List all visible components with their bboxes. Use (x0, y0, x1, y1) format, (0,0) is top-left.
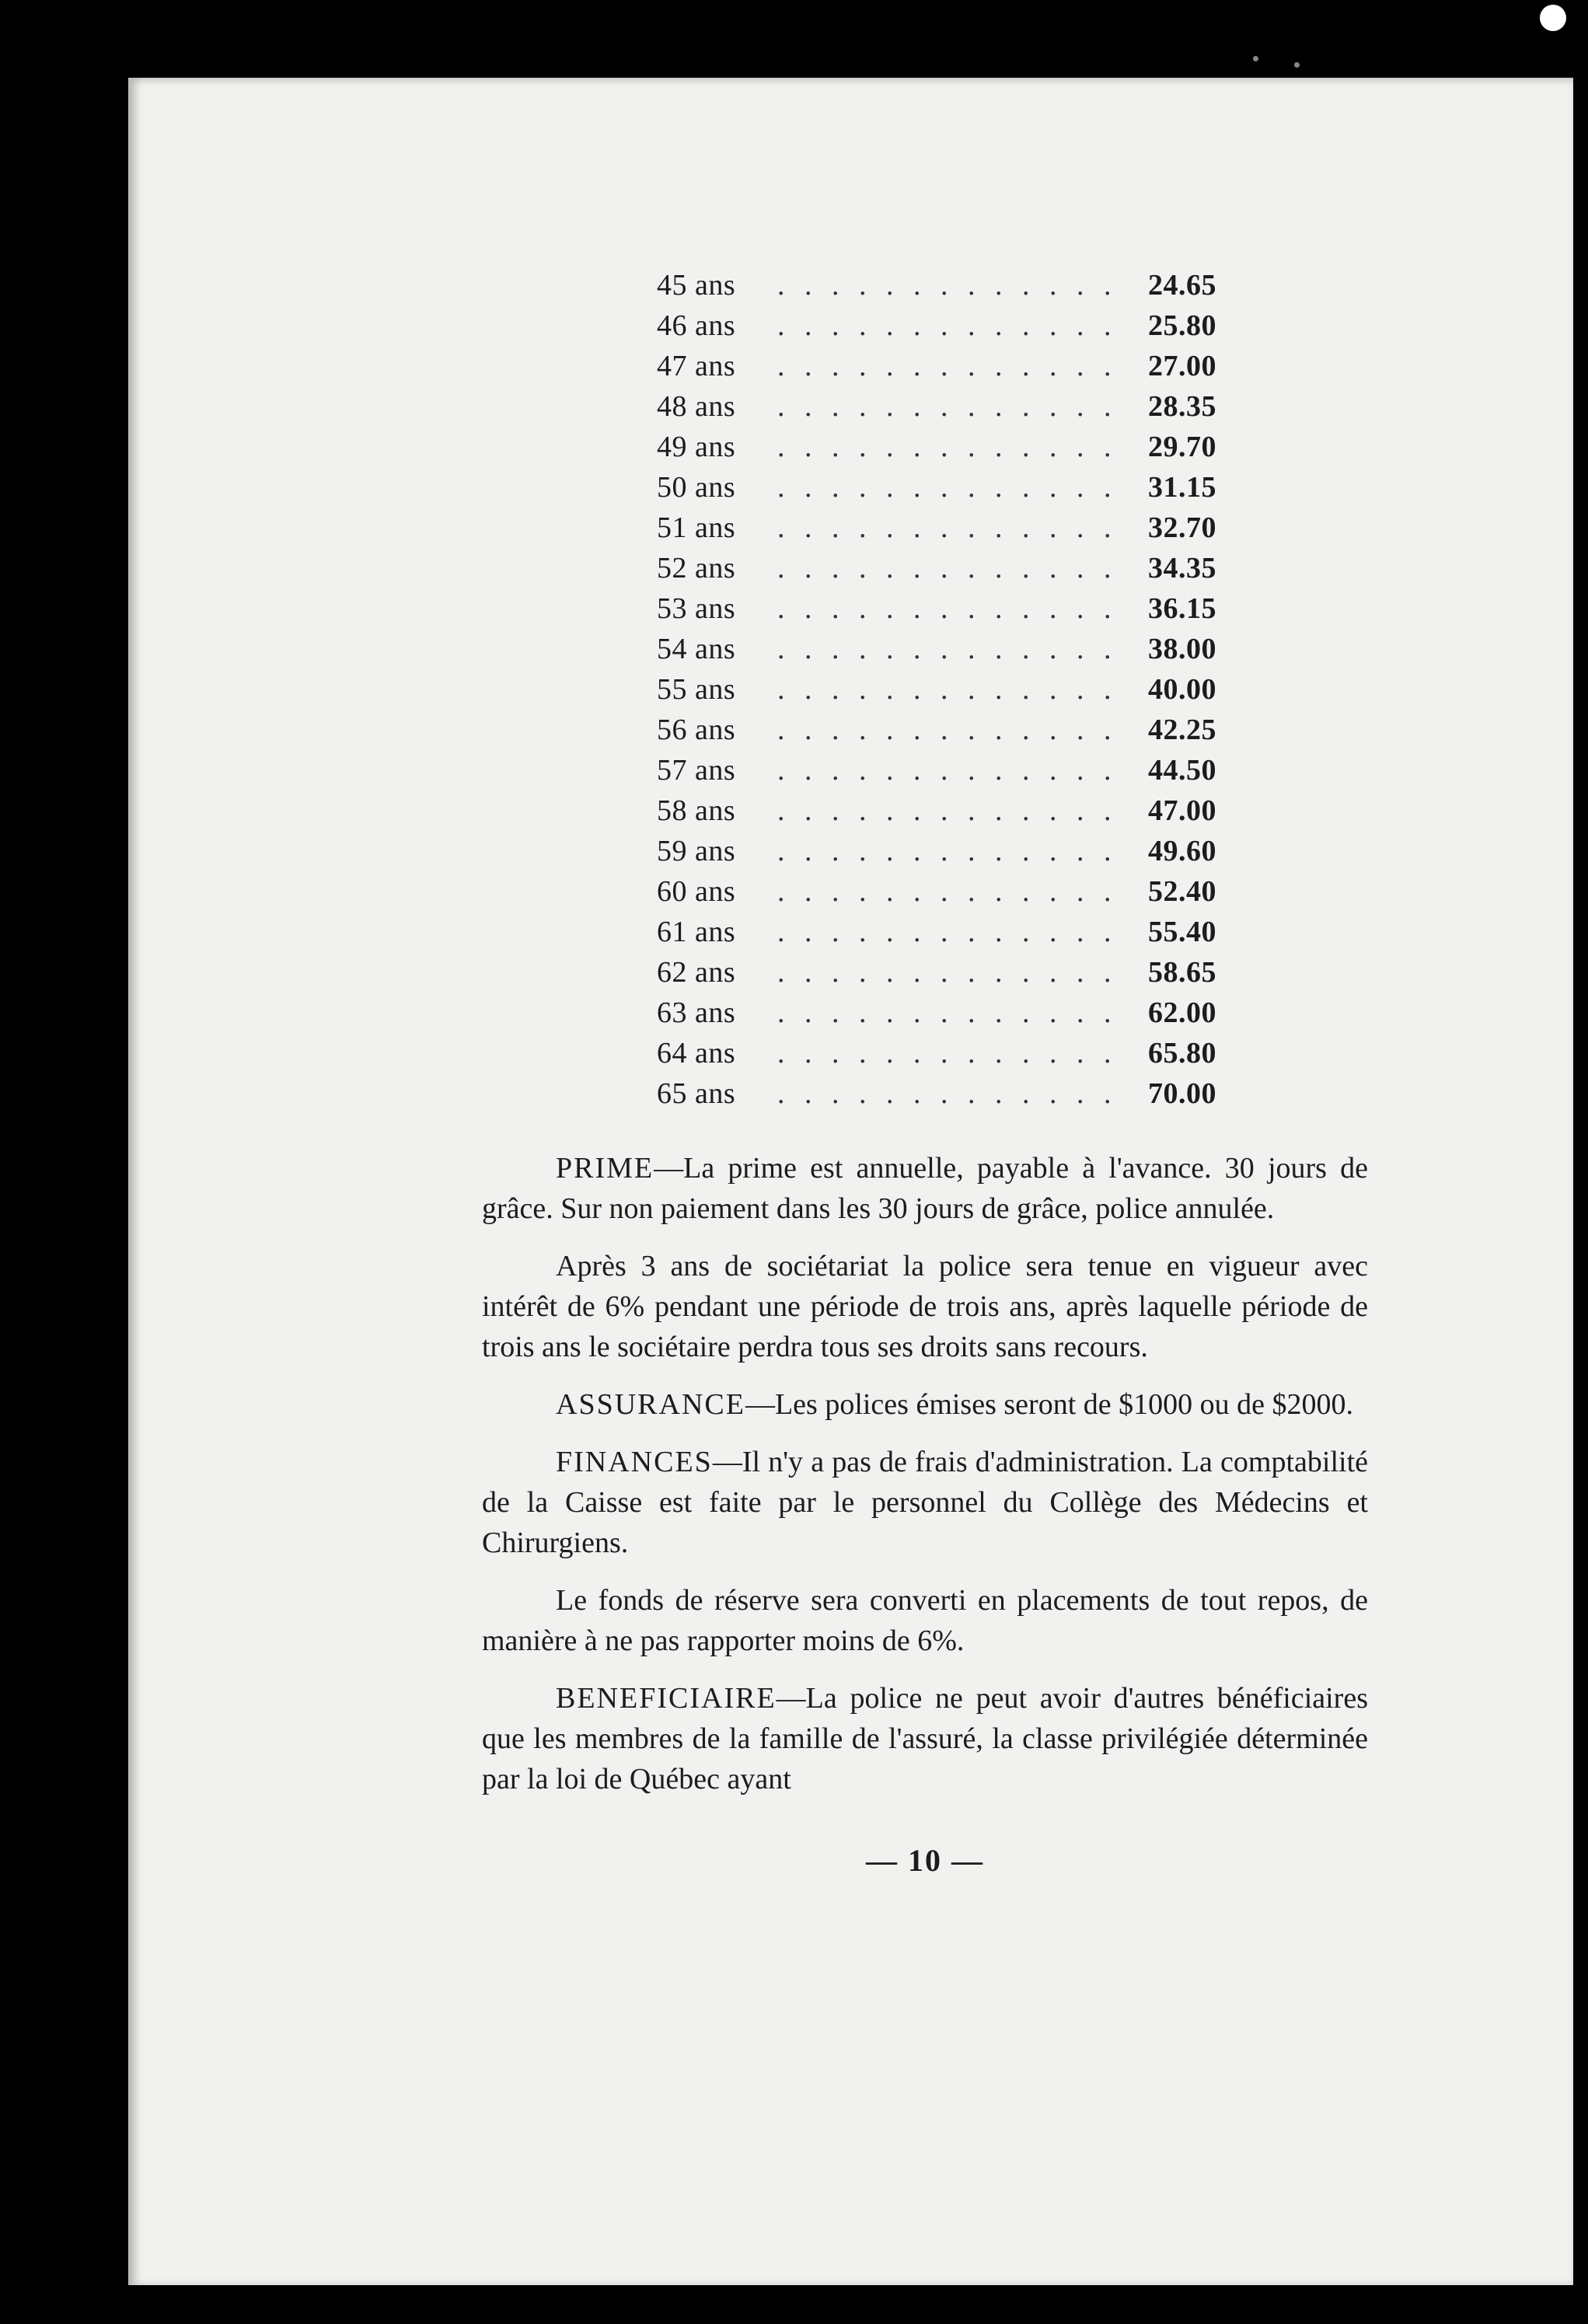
rate-amount: 28.35 (1148, 390, 1216, 423)
rate-age: 56 ans (657, 714, 736, 746)
leader-dots: . . . . . . . . . . . . . (777, 1037, 1118, 1070)
rate-row (657, 834, 1216, 874)
paragraph-text: Après 3 ans de sociétariat la police sera tenue en vigueur avec intérêt de 6% pendant une période de trois ans, après laquelle période de trois ans le sociétaire perdra tous ses droits sans recours. (482, 1250, 1368, 1363)
page-number: — 10 — (866, 1843, 984, 1878)
rate-row (657, 996, 1216, 1036)
rate-amount: 44.50 (1148, 754, 1216, 787)
rate-amount: 55.40 (1148, 916, 1216, 948)
paragraph-text: —La prime est annuelle, payable à l'avance. 30 jours de grâce. Sur non paiement dans les 30 jours de grâce, police annulée. (482, 1152, 1368, 1225)
section-heading: BENEFICIAIRE (556, 1682, 777, 1715)
scan-speck (1253, 56, 1258, 61)
rate-row (657, 268, 1216, 309)
rate-age: 57 ans (657, 754, 736, 787)
rate-age: 49 ans (657, 431, 736, 463)
rate-age: 58 ans (657, 794, 736, 827)
rate-row (657, 874, 1216, 915)
rate-row (657, 430, 1216, 470)
leader-dots: . . . . . . . . . . . . . (777, 673, 1118, 706)
rate-row (657, 389, 1216, 430)
rate-age: 48 ans (657, 390, 736, 423)
leader-dots: . . . . . . . . . . . . . (777, 552, 1118, 584)
rate-age: 45 ans (657, 269, 736, 302)
rate-age: 64 ans (657, 1037, 736, 1070)
rate-row (657, 753, 1216, 794)
paragraph-text: —La police ne peut avoir d'autres bénéficiaires que les membres de la famille de l'assuré, la classe privilégiée déterminée par la loi de Québec ayant (482, 1682, 1368, 1795)
policy-terms (482, 1148, 1368, 1799)
leader-dots: . . . . . . . . . . . . . (777, 511, 1118, 544)
rate-age: 51 ans (657, 511, 736, 544)
rate-age: 46 ans (657, 309, 736, 342)
leader-dots: . . . . . . . . . . . . . (777, 633, 1118, 665)
rate-amount: 40.00 (1148, 673, 1216, 706)
rate-age: 59 ans (657, 835, 736, 867)
rate-age: 54 ans (657, 633, 736, 665)
rate-row (657, 713, 1216, 753)
rate-row (657, 1077, 1216, 1117)
paragraph-text: —Il n'y a pas de frais d'administration. La comptabilité de la Caisse est faite par le personnel du Collège des Médecins et Chirurgiens. (482, 1446, 1368, 1559)
rate-amount: 24.65 (1148, 269, 1216, 302)
rate-age: 65 ans (657, 1077, 736, 1110)
paragraph-text: Le fonds de réserve sera converti en placements de tout repos, de manière à ne pas rapporter moins de 6%. (482, 1584, 1368, 1657)
rate-amount: 25.80 (1148, 309, 1216, 342)
rate-amount: 32.70 (1148, 511, 1216, 544)
rate-amount: 65.80 (1148, 1037, 1216, 1070)
leader-dots: . . . . . . . . . . . . . (777, 875, 1118, 908)
rate-age: 53 ans (657, 592, 736, 625)
rate-age: 50 ans (657, 471, 736, 504)
leader-dots: . . . . . . . . . . . . . (777, 835, 1118, 867)
rate-amount: 27.00 (1148, 350, 1216, 382)
rate-age: 60 ans (657, 875, 736, 908)
leader-dots: . . . . . . . . . . . . . (777, 431, 1118, 463)
rate-amount: 70.00 (1148, 1077, 1216, 1110)
leader-dots: . . . . . . . . . . . . . (777, 309, 1118, 342)
rate-age: 61 ans (657, 916, 736, 948)
rate-amount: 38.00 (1148, 633, 1216, 665)
leader-dots: . . . . . . . . . . . . . (777, 350, 1118, 382)
rate-amount: 58.65 (1148, 956, 1216, 989)
rate-row (657, 1036, 1216, 1077)
rate-age: 52 ans (657, 552, 736, 584)
rate-row (657, 551, 1216, 591)
rate-amount: 34.35 (1148, 552, 1216, 584)
rate-row (657, 915, 1216, 955)
rate-age: 55 ans (657, 673, 736, 706)
rate-row (657, 470, 1216, 511)
leader-dots: . . . . . . . . . . . . . (777, 916, 1118, 948)
section-heading: ASSURANCE (556, 1388, 745, 1421)
leader-dots: . . . . . . . . . . . . . (777, 956, 1118, 989)
leader-dots: . . . . . . . . . . . . . (777, 269, 1118, 302)
paragraph-finances (482, 1442, 1368, 1563)
rate-age: 63 ans (657, 996, 736, 1029)
rate-amount: 29.70 (1148, 431, 1216, 463)
rate-row (657, 955, 1216, 996)
scan-corner-mark (1540, 5, 1566, 31)
rate-amount: 52.40 (1148, 875, 1216, 908)
paragraph-assurance (482, 1384, 1368, 1425)
leader-dots: . . . . . . . . . . . . . (777, 794, 1118, 827)
rate-amount: 36.15 (1148, 592, 1216, 625)
leader-dots: . . . . . . . . . . . . . (777, 592, 1118, 625)
rate-row (657, 672, 1216, 713)
rate-age: 62 ans (657, 956, 736, 989)
premium-rate-table (657, 268, 1216, 1117)
leader-dots: . . . . . . . . . . . . . (777, 1077, 1118, 1110)
rate-amount: 42.25 (1148, 714, 1216, 746)
scan-speck (1294, 62, 1300, 68)
paragraph-prime (482, 1148, 1368, 1229)
leader-dots: . . . . . . . . . . . . . (777, 471, 1118, 504)
rate-row (657, 511, 1216, 551)
rate-amount: 31.15 (1148, 471, 1216, 504)
section-heading: FINANCES (556, 1446, 713, 1478)
paragraph-fonds-reserve (482, 1580, 1368, 1661)
rate-row (657, 349, 1216, 389)
rate-row (657, 794, 1216, 834)
rate-row (657, 309, 1216, 349)
section-heading: PRIME (556, 1152, 654, 1185)
paragraph-text: —Les polices émises seront de $1000 ou de $2000. (745, 1388, 1353, 1421)
rate-row (657, 632, 1216, 672)
rate-row (657, 591, 1216, 632)
leader-dots: . . . . . . . . . . . . . (777, 754, 1118, 787)
leader-dots: . . . . . . . . . . . . . (777, 714, 1118, 746)
paragraph-societariat (482, 1246, 1368, 1367)
rate-amount: 47.00 (1148, 794, 1216, 827)
rate-age: 47 ans (657, 350, 736, 382)
rate-amount: 49.60 (1148, 835, 1216, 867)
leader-dots: . . . . . . . . . . . . . (777, 996, 1118, 1029)
leader-dots: . . . . . . . . . . . . . (777, 390, 1118, 423)
paragraph-beneficiaire (482, 1678, 1368, 1799)
rate-amount: 62.00 (1148, 996, 1216, 1029)
page-content (482, 268, 1368, 1879)
